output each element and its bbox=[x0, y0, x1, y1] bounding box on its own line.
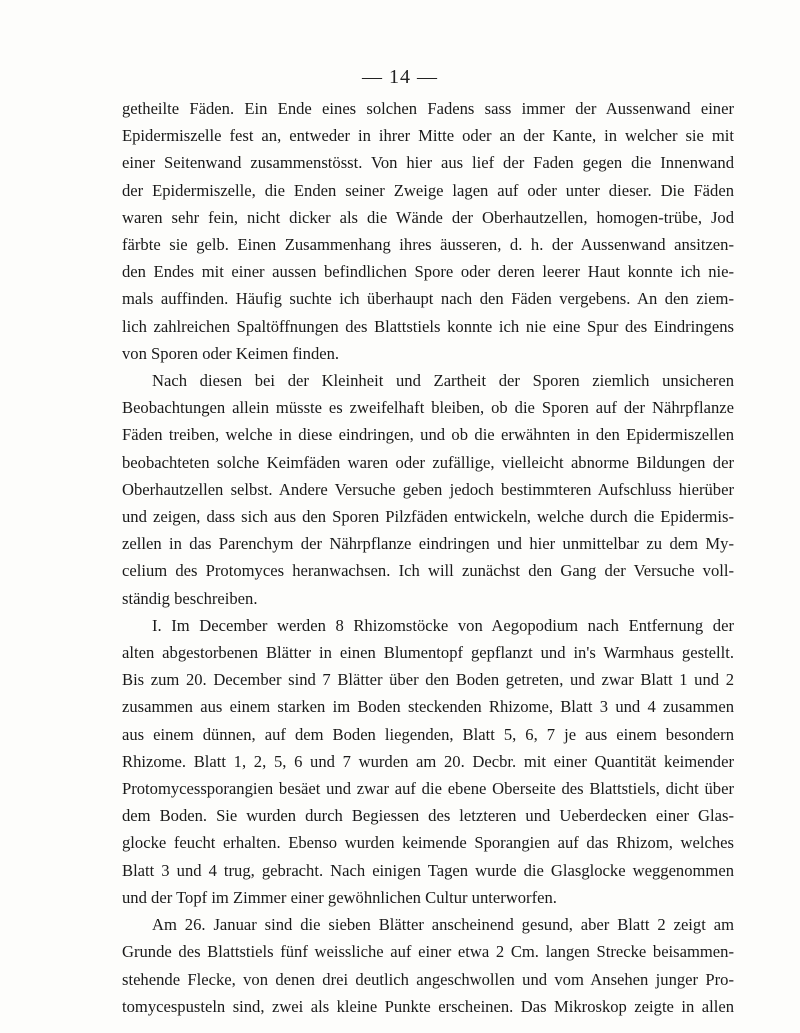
text-line: aus einem dünnen, auf dem Boden liegenden, Blatt 5, 6, 7 je aus einem besondern bbox=[122, 724, 734, 744]
text-line: und zeigen, dass sich aus den Sporen Pilzfäden entwickeln, welche durch die Epidermis- bbox=[122, 507, 734, 527]
text-line: von Sporen oder Keimen finden. bbox=[122, 343, 340, 363]
text-line: celium des Protomyces heranwachsen. Ich will zunächst den Gang der Versuche voll- bbox=[122, 561, 734, 581]
text-line: mals auffinden. Häufig suchte ich überhaupt nach den Fäden vergebens. An den ziem- bbox=[122, 289, 734, 309]
text-line: lich zahlreichen Spaltöffnungen des Blattstiels konnte ich nie eine Spur des Eindringens bbox=[122, 316, 734, 336]
text-line: Protomycessporangien besäet und zwar auf die ebene Oberseite des Blattstiels, dicht über bbox=[122, 779, 734, 799]
text-line: Am 26. Januar sind die sieben Blätter anscheinend gesund, aber Blatt 2 zeigt am bbox=[152, 915, 734, 935]
text-line: Fäden treiben, welche in diese eindringen, und ob die erwähnten in den Epidermiszellen bbox=[122, 425, 734, 445]
page-number: — 14 — bbox=[362, 66, 438, 88]
paragraph bbox=[122, 911, 734, 1020]
text-line: zusammen aus einem starken im Boden steckenden Rhizome, Blatt 3 und 4 zusammen bbox=[122, 697, 734, 717]
paragraph bbox=[122, 612, 734, 911]
text-line: Epidermiszelle fest an, entweder in ihrer Mitte oder an der Kante, in welcher sie mit bbox=[122, 126, 734, 146]
body-text bbox=[122, 95, 734, 1020]
text-line: dem Boden. Sie wurden durch Begiessen des letzteren und Ueberdecken einer Glas- bbox=[122, 806, 734, 826]
text-line: I. Im December werden 8 Rhizomstöcke von Aegopodium nach Entfernung der bbox=[152, 615, 734, 635]
text-line: waren sehr fein, nicht dicker als die Wände der Oberhautzellen, homogen-trübe, Jod bbox=[122, 207, 734, 227]
text-line: beobachteten solche Keimfäden waren oder zufällige, vielleicht abnorme Bildungen der bbox=[122, 452, 734, 472]
text-line: getheilte Fäden. Ein Ende eines solchen Fadens sass immer der Aussenwand einer bbox=[122, 99, 734, 118]
text-line: Grunde des Blattstiels fünf weissliche auf einer etwa 2 Cm. langen Strecke beisammen- bbox=[122, 942, 734, 962]
paragraph bbox=[122, 95, 734, 367]
text-line: zellen in das Parenchym der Nährpflanze eindringen und hier unmittelbar zu dem My- bbox=[122, 534, 734, 554]
text-line: alten abgestorbenen Blätter in einen Blumentopf gepflanzt und in's Warmhaus gestellt. bbox=[122, 643, 734, 663]
text-line: ständig beschreiben. bbox=[122, 588, 258, 608]
text-line: Nach diesen bei der Kleinheit und Zartheit der Sporen ziemlich unsicheren bbox=[152, 371, 734, 391]
text-line: glocke feucht erhalten. Ebenso wurden keimende Sporangien auf das Rhizom, welches bbox=[122, 833, 734, 853]
text-line: Oberhautzellen selbst. Andere Versuche geben jedoch bestimmteren Aufschluss hierüber bbox=[122, 479, 734, 499]
text-line: Beobachtungen allein müsste es zweifelhaft bleiben, ob die Sporen auf der Nährpflanze bbox=[122, 398, 734, 418]
text-line: Rhizome. Blatt 1, 2, 5, 6 und 7 wurden am 20. Decbr. mit einer Quantität keimender bbox=[122, 751, 734, 771]
paragraph bbox=[122, 367, 734, 612]
text-line: Blatt 3 und 4 trug, gebracht. Nach einigen Tagen wurde die Glasglocke weggenommen bbox=[122, 860, 734, 880]
text-line: stehende Flecke, von denen drei deutlich angeschwollen und vom Ansehen junger Pro- bbox=[122, 969, 734, 989]
text-line: tomycespusteln sind, zwei als kleine Punkte erscheinen. Das Mikroskop zeigte in allen bbox=[122, 996, 734, 1016]
text-line: und der Topf im Zimmer einer gewöhnlichen Cultur unterworfen. bbox=[122, 887, 557, 907]
text-line: färbte sie gelb. Einen Zusammenhang ihres äusseren, d. h. der Aussenwand ansitzen- bbox=[122, 235, 734, 255]
text-line: Bis zum 20. December sind 7 Blätter über den Boden getreten, und zwar Blatt 1 und 2 bbox=[122, 670, 734, 690]
text-line: der Epidermiszelle, die Enden seiner Zweige lagen auf oder unter dieser. Die Fäden bbox=[122, 180, 734, 200]
text-line: einer Seitenwand zusammenstösst. Von hier aus lief der Faden gegen die Innenwand bbox=[122, 153, 734, 173]
text-line: den Endes mit einer aussen befindlichen Spore oder deren leerer Haut konnte ich nie- bbox=[122, 262, 734, 282]
